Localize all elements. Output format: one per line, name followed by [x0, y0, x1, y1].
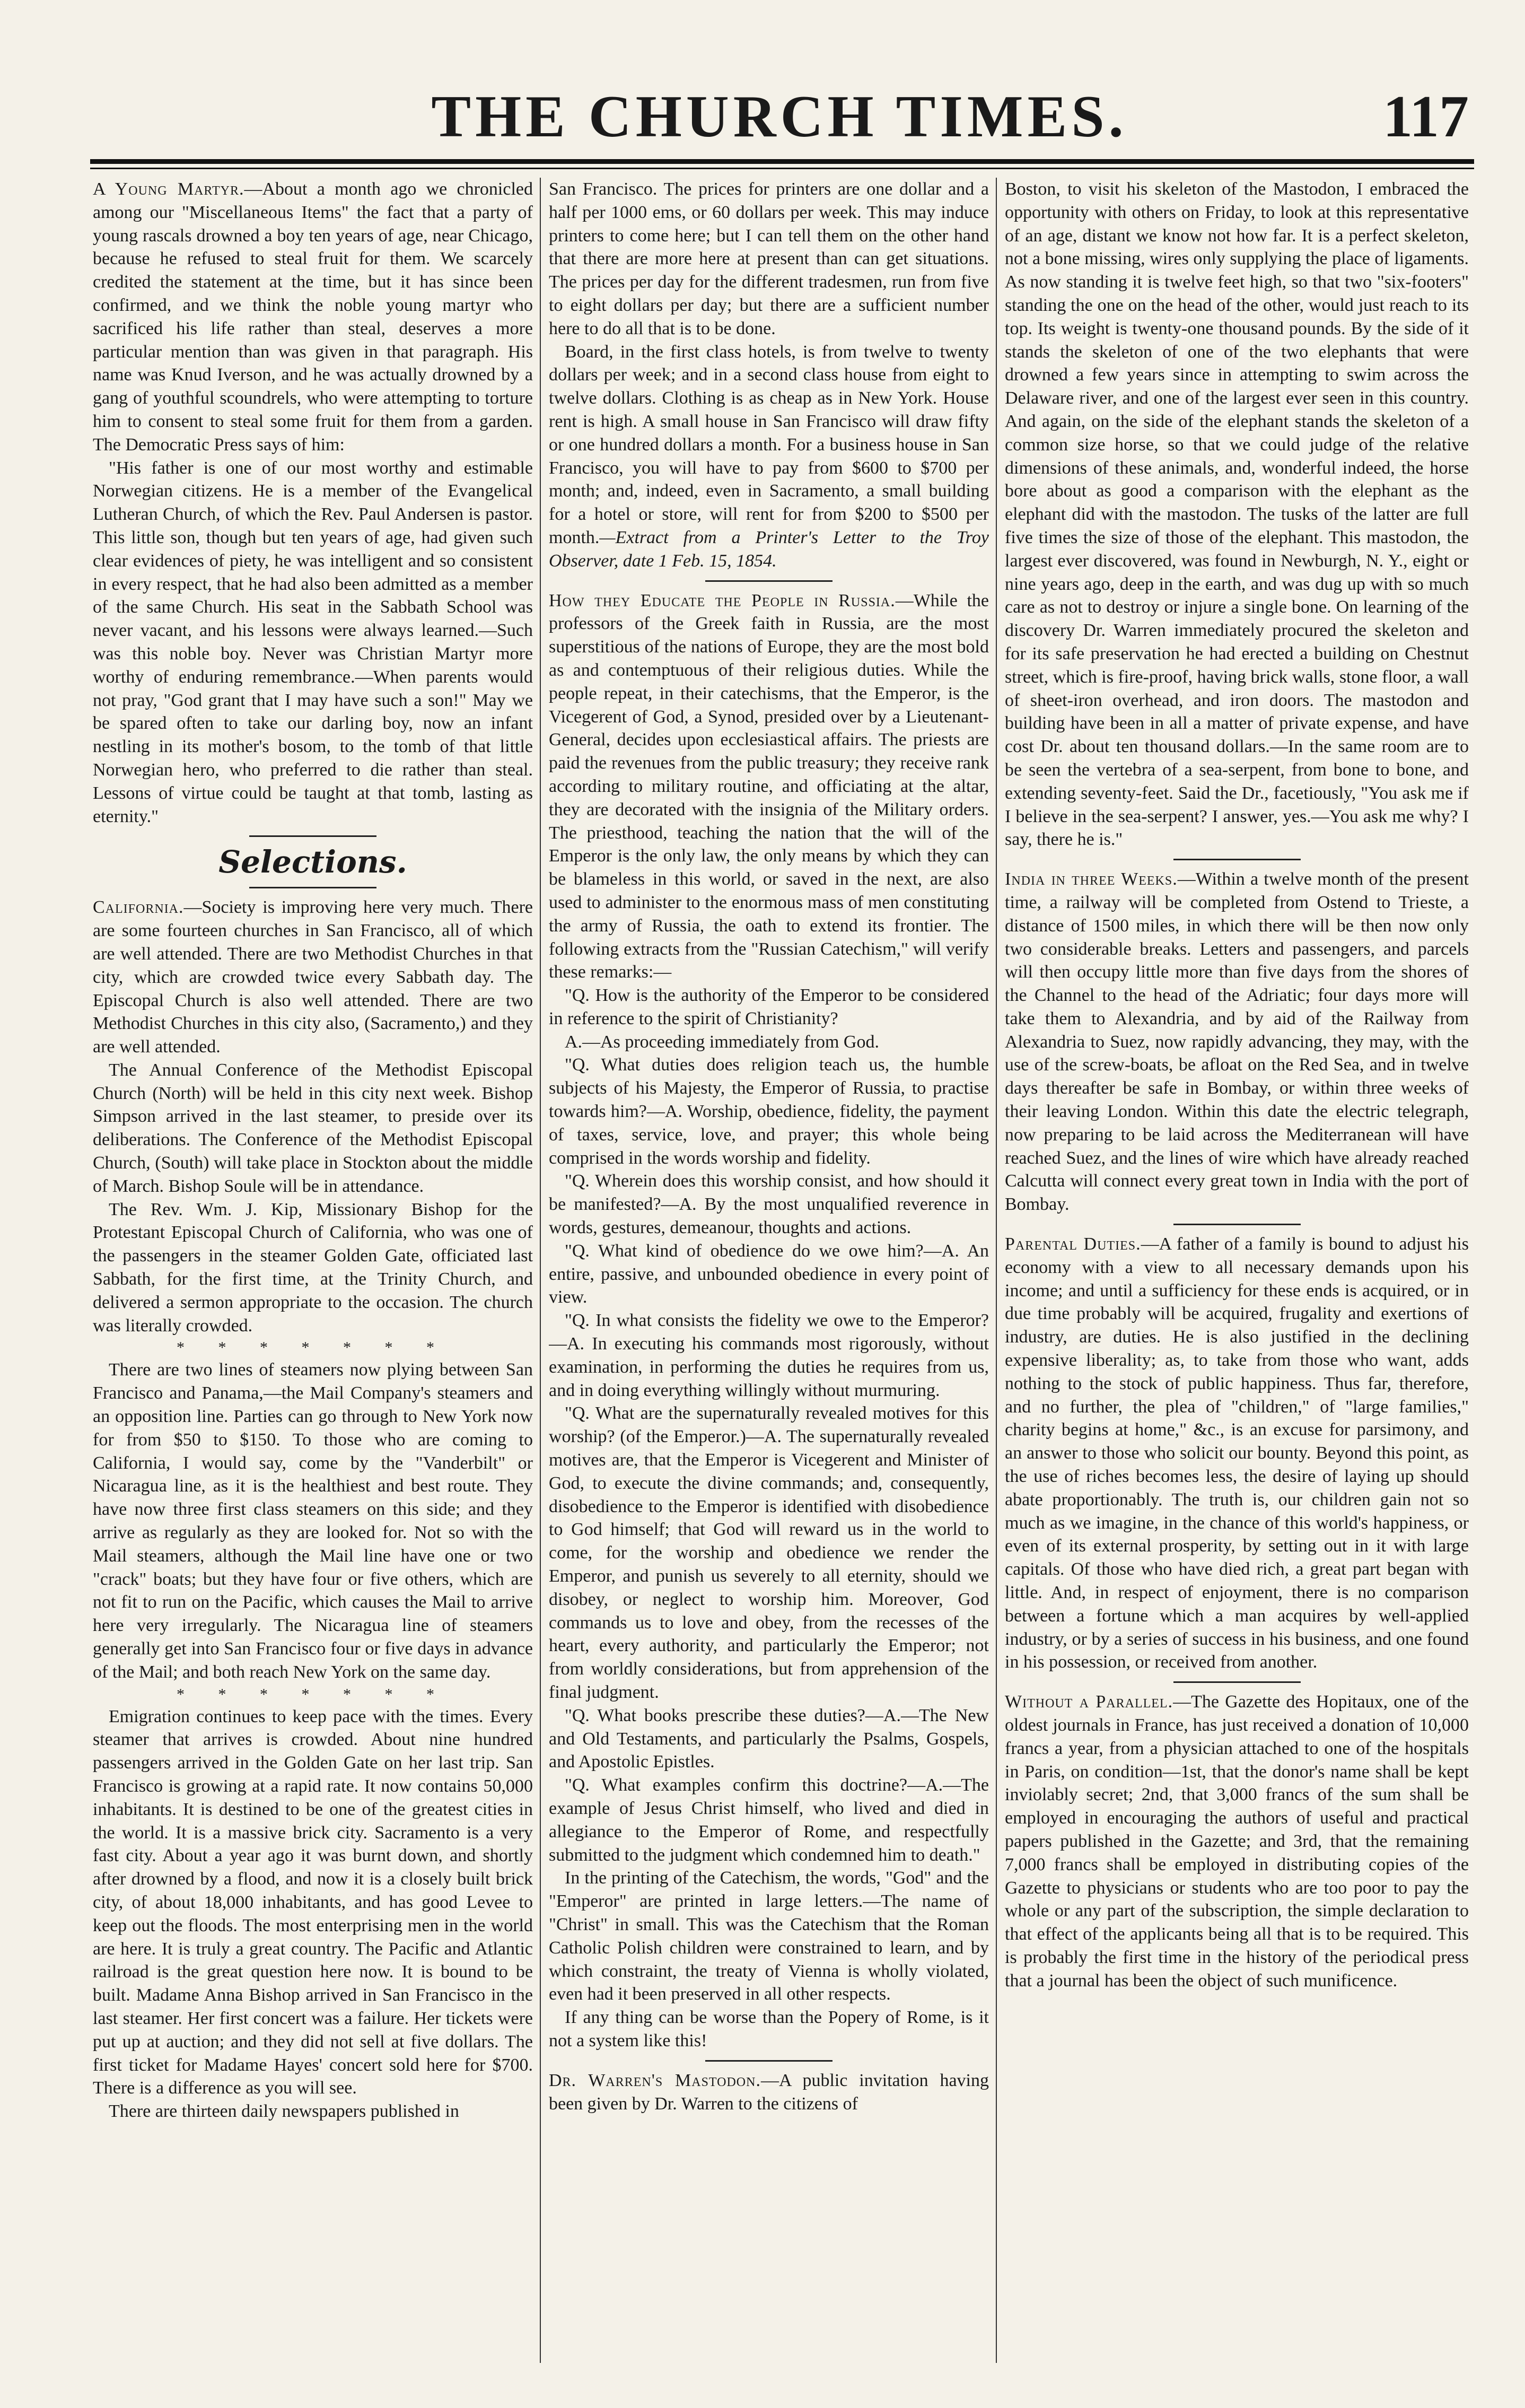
- catechism-question: "Q. What kind of obedience do we owe him?—A. An entire, passive, and unbounded obedience in every point of view.: [549, 1241, 989, 1307]
- article-heading: India in three Weeks.: [1005, 869, 1178, 889]
- article-paragraph: Emigration continues to keep pace with the times. Every steamer that arrives is crowded. About nine hundred passengers arrived in the Golden Gate on her last trip. San Francisco is growing at a rapid rate. It now contains 50,000 inhabitants. It is destined to be one of the greatest cities in the world. It is a massive brick city. Sacramento is a very fast city. About a year ago it was burnt down, and shortly after drowned by a flood, and now it is a closely built brick city, of about 18,000 inhabitants, and has good Levee to keep out the floods. The most enterprising men in the world are here. It is truly a great country. The Pacific and Atlantic railroad is the great question here now. It is bound to be built. Madame Anna Bishop arrived in San Francisco in the last steamer. Her first concert was a failure. Her tickets were put up at auction; and they did not sell at five dollars. The first ticket for Madame Hayes' concert sold here for $700. There is a difference as you will see.: [93, 1706, 533, 2098]
- article-text: —The Gazette des Hopitaux, one of the oldest journals in France, has just received a donation of 10,000 francs a year, from a physician attached to one of the hospitals in Paris, on condition—1st, that the donor's name shall be kept inviolably secret; 2nd, that 3,000 francs of the sum shall be employed in encouraging the authors of useful and practical papers published in the Gazette; and 3rd, that the remaining 7,000 francs shall be employed in distributing copies of the Gazette to physicians or students who are too poor to pay the whole or any part of the subscription, the simple declaration to that effect of the applicants being all that is to be required. This is probably the first time in the history of the periodical press that a journal has been the object of such munificence.: [1005, 1692, 1469, 1991]
- article-paragraph: If any thing can be worse than the Popery of Rome, is it not a system like this!: [549, 2008, 989, 2051]
- article-paragraph: In the printing of the Catechism, the words, "God" and the "Emperor" are printed in large letters.—The name of "Christ" in small. This was the Catechism that the Roman Catholic Polish children were constrained to learn, and by which constraint, the treaty of Vienna is wholly violated, even had it been preserved in all other respects.: [549, 1868, 989, 2004]
- column-divider: [996, 178, 997, 2363]
- catechism-question: "Q. What duties does religion teach us, the humble subjects of his Majesty, the Emperor of Russia, to practise towards him?—A. Worship, obedience, fidelity, the payment of taxes, service, love, and prayer; this whole being comprised in the words worship and fidelity.: [549, 1055, 989, 1168]
- column-3: [1005, 178, 1469, 2374]
- article-paragraph: The Annual Conference of the Methodist Episcopal Church (North) will be held in this city next week. Bishop Simpson arrived in the last steamer, to preside over its deliberations. The Conference of the Methodist Episcopal Church, (South) will take place in Stockton about the middle of March. Bishop Soule will be in attendance.: [93, 1060, 533, 1196]
- catechism-answer: A.—As proceeding immediately from God.: [565, 1032, 879, 1052]
- article-text: —Within a twelve month of the present time, a railway will be completed from Ostend to Trieste, a distance of 1500 miles, in which there will be then now only two considerable breaks. Letters and passengers, and parcels will then occupy little more than five days from the shores of the Channel to the head of the Adriatic; four days more will take them to Alexandria, and by aid of the Railway from Alexandria to Suez, now rapidly advancing, they may, with the use of the screw-boats, be afloat on the Red Sea, and in twelve days thereafter be safe in Bombay, or within three weeks of their leaving London. Within this date the electric telegraph, now preparing to be laid across the Mediterranean will have reached Suez, and the lines of wire which have already reached Calcutta will connect every great town in India with the port of Bombay.: [1005, 869, 1469, 1215]
- newspaper-title: THE CHURCH TIMES.: [431, 84, 1128, 150]
- article-text: —While the professors of the Greek faith in Russia, are the most superstitious of the nations of Europe, they are the most bold as and contemptuous of their religious duties. While the people repeat, in their catechisms, that the Emperor, is the Vicegerent of God, a Synod, presided over by a Lieutenant-General, decides upon ecclesiastical affairs. The priests are paid the revenues from the public treasury; they receive rank according to military routine, and officiating at the altar, they are decorated with the insignia of the Military orders. The priesthood, teaching the nation that the will of the Emperor is the only law, the only means by which they can be blameless in this world, or saved in the next, are also used to administer to the enormous mass of men constituting the army of Russia, the oath to extend its frontier. The following extracts from the "Russian Catechism," will verify these remarks:—: [549, 590, 989, 982]
- article-heading: How they Educate the People in Russia.: [549, 590, 896, 610]
- article-rule: [705, 580, 832, 582]
- article-citation: —Extract from a Printer's Letter to the Troy Observer, date 1 Feb. 15, 1854.: [549, 527, 989, 571]
- article-rule: [705, 2060, 832, 2062]
- masthead-rule: [90, 159, 1474, 164]
- catechism-question: "Q. In what consists the fidelity we owe to the Emperor?—A. In executing his commands most rigorously, without examination, in performing the duties he requires from us, and in doing everything willingly without murmuring.: [549, 1311, 989, 1400]
- article-heading: Without a Parallel.: [1005, 1692, 1173, 1712]
- article-rule: [1173, 859, 1301, 860]
- column-1: [93, 178, 533, 2374]
- column-2: [549, 178, 989, 2374]
- section-title: Selections.: [218, 844, 407, 880]
- catechism-question: "Q. What are the supernaturally revealed motives for this worship? (of the Emperor.)—A. The supernaturally revealed motives are, that the Emperor is Vicegerent and Minister of God, to execute the divine commands; and, consequently, disobedience to the Emperor is identified with disobedience to God himself; that God will reward us in the world to come, for the worship and obedience we render the Emperor, and punish us severely to all eternity, should we disobey, or neglect to worship him. Moreover, God commands us to love and obey, from the recesses of the heart, every authority, and particularly the Emperor; not from worldly considerations, but from apprehension of the final judgment.: [549, 1403, 989, 1702]
- article-rule: [1173, 1681, 1301, 1683]
- article-heading: A Young Martyr.: [93, 179, 244, 199]
- masthead: [90, 80, 1469, 154]
- article-text: —A public invitation having been given by Dr. Warren to the citizens of: [549, 2070, 989, 2114]
- article-india: [1005, 868, 1469, 1216]
- article-without-parallel: [1005, 1690, 1469, 1992]
- article-paragraph: There are two lines of steamers now plying between San Francisco and Panama,—the Mail Company's steamers and an opposition line. Parties can go through to New York now for from $50 to $150. To those who are coming to California, I would say, come by the "Vanderbilt" or Nicaragua line, as it is the healthiest and best route. They have now three first class steamers on this side; and they arrive as regularly as they are looked for. Not so with the Mail steamers, although the Mail line have one or two "crack" boats; but they have four or five others, which are not fit to run on the Pacific, which causes the Mail to arrive here very irregularly. The Nicaragua line of steamers generally get into San Francisco four or five days in advance of the Mail; and both reach New York on the same day.: [93, 1360, 533, 1682]
- article-paragraph: [549, 341, 989, 573]
- article-young-martyr: [93, 178, 533, 457]
- article-text: —Society is improving here very much. There are some fourteen churches in San Francisco, all of which are well attended. There are two Methodist Churches in that city, which are crowded twice every Sabbath day. The Episcopal Church is also well attended. There are two Methodist Churches in this city also, (Sacramento,) and they are well attended.: [93, 897, 533, 1057]
- article-mastodon: [549, 2069, 989, 2116]
- article-russia: [549, 589, 989, 984]
- catechism-question: "Q. How is the authority of the Emperor to be considered in reference to the spirit of Christianity?: [549, 985, 989, 1028]
- column-divider: [540, 178, 541, 2363]
- article-text: —About a month ago we chronicled among our "Miscellaneous Items" the fact that a party of young rascals drowned a boy ten years of age, near Chicago, because he refused to steal fruit for them. We scarcely credited the statement at the time, but it has since been confirmed, and we think the noble young martyr who sacrificed his life rather than steal, deserves a more particular mention than was given in that paragraph. His name was Knud Iverson, and he was actually drowned by a gang of youthful scoundrels, who were attempting to torture him to consent to steal some fruit for them from a garden. The Democratic Press says of him:: [93, 179, 533, 455]
- article-rule: [1173, 1224, 1301, 1225]
- article-heading: California.: [93, 897, 184, 918]
- page-number: 117: [1383, 84, 1469, 150]
- star-separator: * * * * * * *: [177, 1685, 449, 1703]
- section-rule: [249, 887, 376, 888]
- catechism-question: "Q. What examples confirm this doctrine?—A.—The example of Jesus Christ himself, who lived and died in allegiance to the Emperor of Rome, and respectfully submitted to the judgment which condemned him to death.": [549, 1775, 989, 1865]
- article-heading: Dr. Warren's Mastodon.: [549, 2070, 761, 2090]
- article-paragraph: The Rev. Wm. J. Kip, Missionary Bishop for the Protestant Episcopal Church of California, who was one of the passengers in the steamer Golden Gate, officiated last Sabbath, for the first time, at the Trinity Church, and delivered a sermon appropriate to the occasion. The church was literally crowded.: [93, 1199, 533, 1336]
- article-paragraph: There are thirteen daily newspapers published in: [109, 2101, 459, 2122]
- article-heading: Parental Duties.: [1005, 1234, 1141, 1254]
- article-text: Board, in the first class hotels, is from twelve to twenty dollars per week; and in a second class house from eight to twelve dollars. Clothing is as cheap as in New York. House rent is high. A small house in San Francisco will draw fifty or one hundred dollars a month. For a business house in San Francisco, you will have to pay from $600 to $700 per month; and, indeed, even in Sacramento, a small building for a hotel or store, will rent for from $200 to $500 per month.: [549, 342, 989, 547]
- article-california: [93, 896, 533, 1059]
- article-paragraph: Boston, to visit his skeleton of the Mastodon, I embraced the opportunity with others on Friday, to look at this representative of an age, distant we know not how far. It is a perfect skeleton, not a bone missing, wires only supplying the place of ligaments. As now standing it is twelve feet high, so that two "six-footers" standing the one on the head of the other, would just reach to its top. Its weight is twenty-one thousand pounds. By the side of it stands the skeleton of one of the two elephants that were drowned a few years since in attempting to swim across the Delaware river, and one of the largest ever seen in this country. And again, on the side of the elephant stands the skeleton of a common size horse, so that we could judge of the relative dimensions of these animals, and, wonderful indeed, the horse bore about as good a comparison with the elephant as the elephant did with the mastodon. The tusks of the latter are full five times the size of those of the elephant. This mastodon, the largest ever discovered, was found in Newburgh, N. Y., eight or nine years ago, deep in the earth, and was dug up with so much care as not to destroy or injure a single bone. On learning of the discovery Dr. Warren immediately procured the skeleton and for its safe preservation he had erected a building on Chestnut street, which is fire-proof, having brick walls, stone floor, a wall of sheet-iron overhead, and iron doors. The mastodon and building have been in all a matter of private expense, and have cost Dr. about ten thousand dollars.—In the same room are to be seen the vertebra of a sea-serpent, from bone to bone, and extending seventy-feet. Said the Dr., facetiously, "You ask me if I believe in the sea-serpent? I answer, yes.—You ask me why? I say, there he is.": [1005, 179, 1469, 850]
- article-paragraph: "His father is one of our most worthy and estimable Norwegian citizens. He is a member of the Evangelical Lutheran Church, of which the Rev. Paul Andersen is pastor. This little son, though but ten years of age, had given such clear evidences of piety, he was intelligent and so consistent in every respect, that he had also been admitted as a member of the same Church. His seat in the Sabbath School was never vacant, and his lessons were always learned.—Such was this noble boy. Never was Christian Martyr more worthy of enduring remembrance.—When parents would not pray, "God grant that I may have such a son!" May we be spared often to take our darling boy, now an infant nestling in its mother's bosom, to the tomb of that little Norwegian hero, who preferred to die rather than steal. Lessons of virtue could be taught at that tomb, lasting as eternity.": [93, 458, 533, 826]
- star-separator: * * * * * * *: [177, 1339, 449, 1357]
- masthead-rule-thin: [90, 168, 1474, 169]
- section-rule: [249, 835, 376, 837]
- article-parental-duties: [1005, 1233, 1469, 1674]
- catechism-question: "Q. What books prescribe these duties?—A.—The New and Old Testaments, and particularly the Psalms, Gospels, and Apostolic Epistles.: [549, 1705, 989, 1772]
- catechism-question: "Q. Wherein does this worship consist, and how should it be manifested?—A. By the most unqualified reverence in words, gestures, demeanour, thoughts and actions.: [549, 1171, 989, 1238]
- article-paragraph: San Francisco. The prices for printers are one dollar and a half per 1000 ems, or 60 dollars per week. This may induce printers to come here; but I can tell them on the other hand that there are more here at present than can get situations. The prices per day for the different tradesmen, run from five to eight dollars per day; but there are a sufficient number here to do all that is to be done.: [549, 179, 989, 338]
- article-text: —A father of a family is bound to adjust his economy with a view to all necessary demands upon his income; and until a sufficiency for these ends is acquired, or in due time probably will be acquired, frugality and exertions of industry, are duties. He is also justified in the declining expensive liberality; as, to take from those who want, adds nothing to the stock of public happiness. Thus far, therefore, and no further, the plea of "children," of "large families," charity begins at home," &c., is an excuse for parsimony, and an answer to those who solicit our bounty. Beyond this point, as the use of riches becomes less, the desire of laying up should abate proportionably. The truth is, our children gain not so much as we imagine, in the chance of this world's happiness, or even of its external prosperity, by setting out in it with large capitals. Of those who have died rich, a great part began with little. And, in respect of enjoyment, there is no comparison between a fortune which a man acquires by well-applied industry, or by a series of success in his business, and one found in his possession, or received from another.: [1005, 1234, 1469, 1672]
